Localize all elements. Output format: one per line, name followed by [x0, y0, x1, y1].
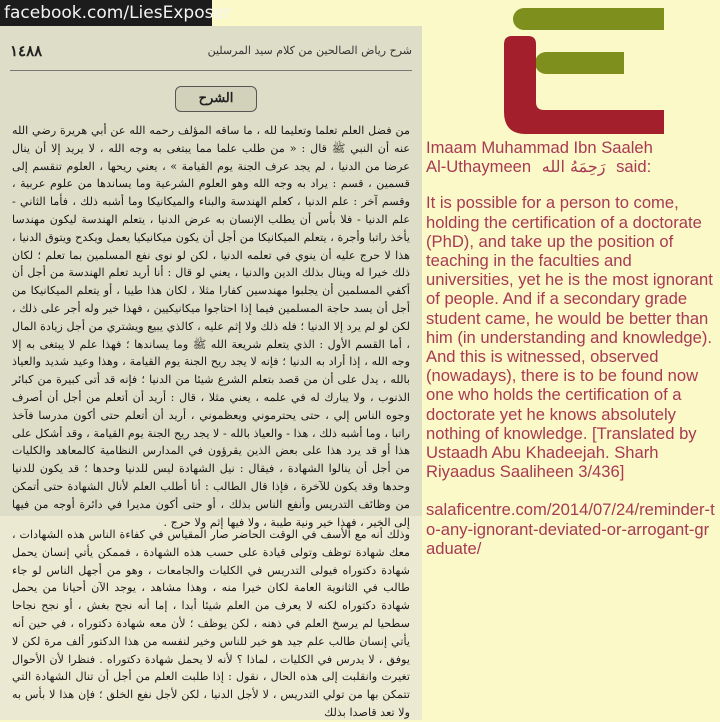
arabic-paragraph-top: من فضل العلم تعلما وتعليما لله ، ما ساقه المؤلف رحمه الله عن أبي هريرة رضي الله عنه أن النبي ﷺ قال : « من طلب علما مما يبتغى به وجه الله ، لا يريد إلا أن ينال عرضا من الدنيا ، لم يجد عرف الجنة يوم القيامة » ، يعني ريحها ، العلوم تنقسم إلى قسمين ، قسم : يراد به وجه الله وهو العلوم الشرعية وما يساندها من علوم عربية ، وقسم آخر : علم الدنيا ، كعلم الهندسة والبناء والميكانيكا وما أشبه ذلك ، فأما الثاني - علم الدنيا - فلا بأس أن يطلب الإنسان به عرض الدنيا ، يتعلم الهندسة ليكون مهندسا يأخذ راتبا وأجرة ، يتعلم الميكانيكا من أجل أن يكون ميكانيكيا يعمل ويكدح ويتوق الدنيا ، هذا لا حرج عليه أن ينوي في تعلمه الدنيا ، لكن لو نوى نفع المسلمين بما تعلم ؛ لكان ذلك خيرا له وينال بذلك الدين والدنيا ، يعني لو قال : أنا أريد تعلم الهندسة من أجل أن أكفي المسلمين أن يجلبوا مهندسين كفارا مثلا ، لكان هذا طيبا ، أو يتعلم الميكانيكا من أجل أن يسد حاجة المسلمين فيما إذا احتاجوا ميكانيكيين ، فهذا خير وله أجر على ذلك ، لكن لو لم يرد إلا الدنيا ؛ فله ذلك ولا إثم عليه ، كالذي يبيع ويشتري من أجل زيادة المال ، أما القسم الأول : الذي يتعلم شريعة الله ﷺ وما يساندها ؛ فهذا علم لا يبتغى به إلا وجه الله ، إذا أراد به الدنيا ؛ فإنه لا يجد ريح الجنة يوم القيامة ، وهذا وعيد شديد والعياذ بالله ، يدل على أن من قصد بتعلم الشرع شيئا من الدنيا ؛ فإنه قد أتى كبيرة من كبائر الذنوب ، ولا يبارك له في علمه ، يعني مثلا ، قال : أريد أن أتعلم من أجل أن أصرف وجوه الناس إلي ، حتى يحترموني ويعظموني ، أريد أن أتعلم حتى أكون مدرسا فآخذ راتبا ، وما أشبه ذلك ، هذا - والعياذ بالله - لا يجد ريح الجنة يوم القيامة ، وقد أشكل على هذا أو قد يرد هذا على بعض الذين يقرؤون في المدارس النظامية كالمعاهد والكليات من أجل أن ينالوا الشهادة ، فيقال : نيل الشهادة ليس للدنيا وحدها ؛ قد يكون للدنيا وحدها وقد يكون للآخرة ، فإذا قال الطالب : أنا أطلب العلم لأنال الشهادة حتى أتمكن من وظائف التدريس وأنفع الناس بذلك ، أو حتى أكون مديرا في دائرة أوجه من فيها إلى الخير ، فهذا خير ونية طيبة ، ولا فيها إثم ولا حرج . [12, 124, 410, 529]
book-page-header [10, 36, 412, 71]
scanned-book-page [0, 26, 422, 720]
quote-author [426, 138, 716, 176]
facebook-banner: facebook.com/LiesExposer [0, 0, 212, 26]
honorific-calligraphy: رَحِمَهُ الله [541, 157, 606, 177]
arabic-paragraph-bottom: وذلك أنه مع الأسف في الوقت الحاضر صار المقياس في كفاءة الناس هذه الشهادات ، معك شهادة توظف وتولى قيادة على حسب هذه الشهادة ، فممكن يأتي إنسان يحمل شهادة دكتوراه فيولى التدريس في الكليات والجامعات ، وهو من أجهل الناس لو جاء طالب في الثانوية العامة لكان خيرا منه ، وهذا مشاهد ، يوجد الآن أحيانا من يحمل شهادة دكتوراه لكنه لا يعرف من العلم شيئا أبدا ، إما أنه نجح بغش ، أو نجح نجاحا سطحيا لم يرسخ العلم في ذهنه ، لكن يوظف ؛ لأن معه شهادة دكتوراه ، في حين أنه يأتي إنسان طالب علم جيد هو خير للناس وخير لنفسه من هذا الدكتور ألف مرة لكن لا يوفق ، لا يدرس في الكليات ، لماذا ؟ لأنه لا يحمل شهادة دكتوراه . فنظرا لأن الأحوال تغيرت وانقلبت إلى هذه الحال ، نقول : إذا طلبت العلم من أجل أن تنال الشهادة التي تتمكن بها من تولي التدريس ، لا لأجل الدنيا ، لكن لأجل نفع الخلق ؛ فإن هذا لا بأس به ولا تعد قاصدا بذلك [12, 528, 410, 719]
author-line-2: Al-Uthaymeen [426, 157, 532, 177]
logo-green-bar-middle [535, 52, 624, 74]
author-line-1: Imaam Muhammad Ibn Saaleh [426, 138, 653, 157]
page-number: ١٤٨٨ [10, 42, 43, 60]
source-link[interactable]: salaficentre.com/2014/07/24/reminder-to-any-ignorant-deviated-or-arrogant-graduate/ [426, 500, 715, 558]
said-text: said: [616, 157, 652, 177]
e-logo [500, 8, 664, 134]
section-label: الشرح [175, 86, 257, 112]
logo-red-e-shape [504, 36, 664, 134]
running-title: شرح رياض الصالحين من كلام سيد المرسلين [207, 44, 412, 57]
quote-body: It is possible for a person to come, holding the certification of a doctorate (PhD), and take up the position of teaching in the faculties and universities, yet he is the most ignorant of people. And if a secondary grade student came, he would be better than him (in understanding and knowledge). And this is witnessed, observed (nowadays), there is to be found now one who holds the certification of a doctorate yet he knows absolutely nothing of knowledge. [Translated by Ustaadh Abu Khadeejah. Sharh Riyaadus Saaliheen 3/436] [426, 193, 713, 482]
quote-panel [426, 138, 716, 558]
logo-green-bar-top [513, 8, 664, 30]
